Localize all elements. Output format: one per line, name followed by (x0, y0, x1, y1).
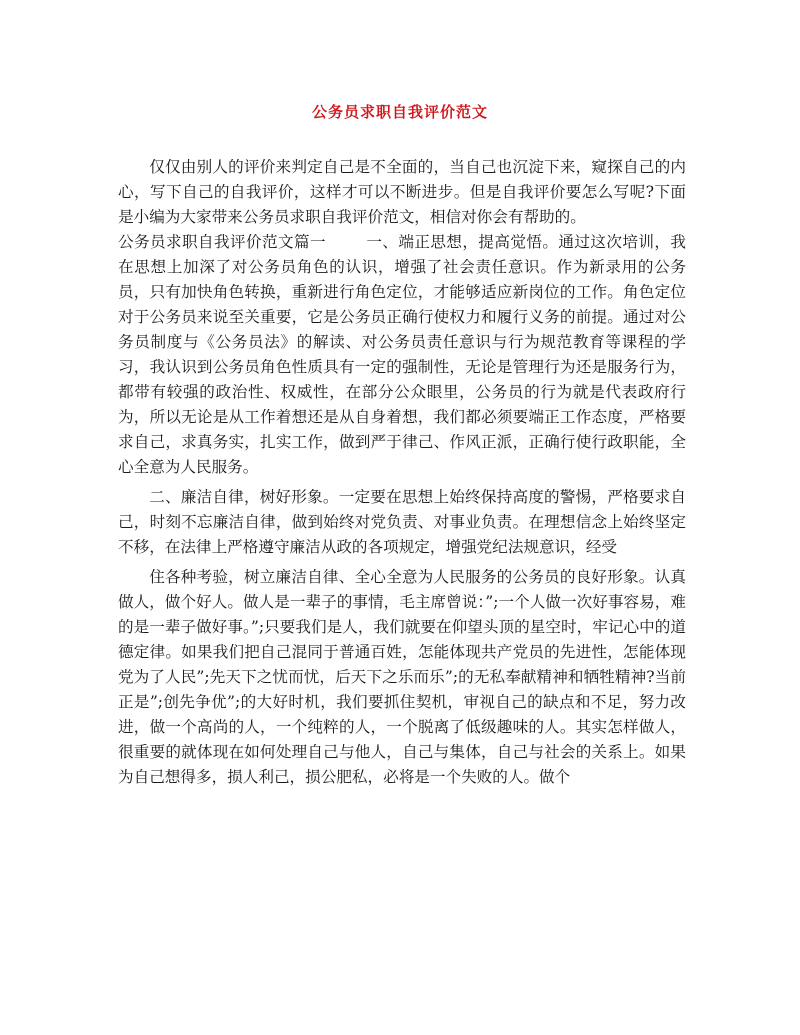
paragraph-2: 二、廉洁自律，树好形象。一定要在思想上始终保持高度的警惕，严格要求自己，时刻不忘廉洁自律，做到始终对党负责、对事业负责。在理想信念上始终坚定不移，在法律上严格遵守廉洁从政的各项规定，增强党纪法规意识，经受 (118, 488, 686, 556)
paragraph-3: 住各种考验，树立廉洁自律、全心全意为人民服务的公务员的良好形象。认真做人，做个好人。做人是一辈子的事情，毛主席曾说：”;一个人做一次好事容易，难的是一辈子做好事。”;只要我们是人，我们就要在仰望头顶的星空时，牢记心中的道德定律。如果我们把自己混同于普通百姓，怎能体现共产党员的先进性，怎能体现党为了人民”;先天下之忧而忧，后天下之乐而乐”;的无私奉献精神和牺牲精神?当前正是”;创先争优”;的大好时机，我们要抓住契机，审视自己的缺点和不足，努力改进，做一个高尚的人，一个纯粹的人，一个脱离了低级趣味的人。其实怎样做人，很重要的就体现在如何处理自己与他人，自己与集体，自己与社会的关系上。如果为自己想得多，损人利己，损公肥私，必将是一个失败的人。做个 (118, 568, 686, 786)
document-body (118, 155, 686, 790)
section1-paragraph (118, 230, 686, 480)
intro-paragraph: 仅仅由别人的评价来判定自己是不全面的，当自己也沉淀下来，窥探自己的内心，写下自己的自我评价，这样才可以不断进步。但是自我评价要怎么写呢?下面是小编为大家带来公务员求职自我评价范文，相信对你会有帮助的。 (118, 158, 686, 226)
section1-text: 一、端正思想，提高觉悟。通过这次培训，我在思想上加深了对公务员角色的认识，增强了社会责任意识。作为新录用的公务员，只有加快角色转换，重新进行角色定位，才能够适应新岗位的工作。角色定位对于公务员来说至关重要，它是公务员正确行使权力和履行义务的前提。通过对公务员制度与《公务员法》的解读、对公务员责任意识与行为规范教育等课程的学习，我认识到公务员角色性质具有一定的强制性，无论是管理行为还是服务行为，都带有较强的政治性、权威性，在部分公众眼里，公务员的行为就是代表政府行为，所以无论是从工作着想还是从自身着想，我们都必须要端正工作态度，严格要求自己，求真务实，扎实工作，做到严于律己、作风正派，正确行使行政职能，全心全意为人民服务。 (118, 233, 686, 476)
section1-heading: 公务员求职自我评价范文篇一 (118, 233, 326, 251)
document-title: 公务员求职自我评价范文 (311, 103, 488, 121)
